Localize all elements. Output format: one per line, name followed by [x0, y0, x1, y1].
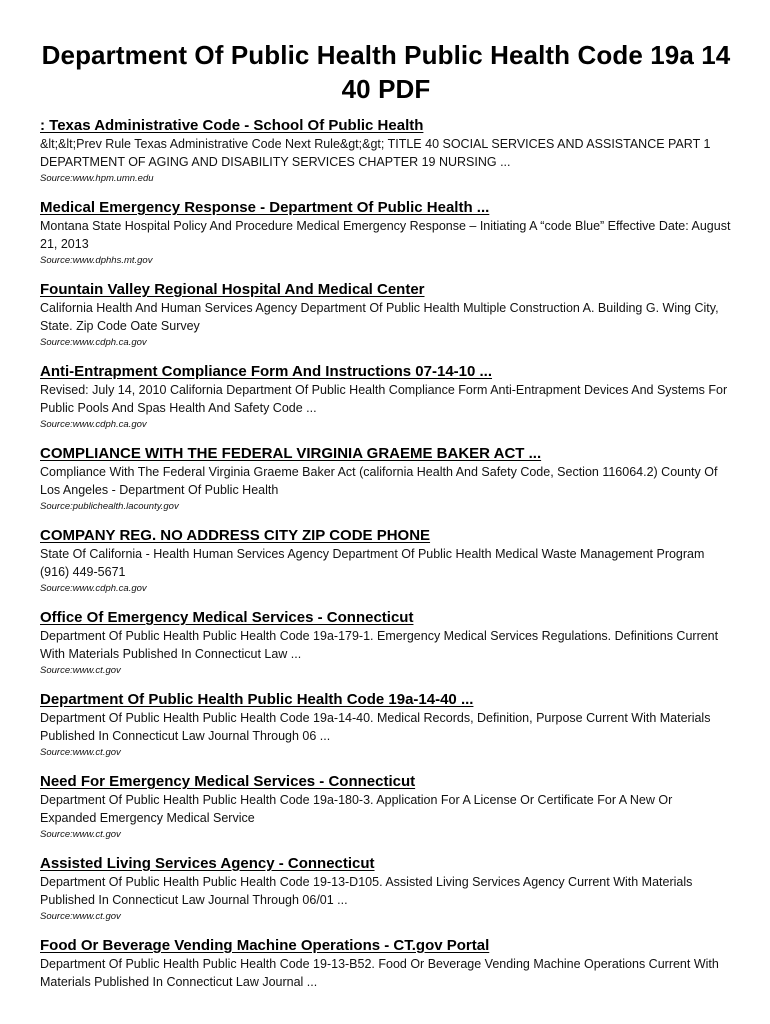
result-title-link[interactable]: Medical Emergency Response - Department Of Public Health ... [40, 199, 490, 216]
result-title-link[interactable]: Food Or Beverage Vending Machine Operations - CT.gov Portal [40, 937, 490, 954]
result-title-link[interactable]: COMPLIANCE WITH THE FEDERAL VIRGINIA GRAEME BAKER ACT ... [40, 445, 542, 462]
result-title-link[interactable]: Anti-Entrapment Compliance Form And Instructions 07-14-10 ... [40, 363, 493, 380]
result-title-link[interactable]: : Texas Administrative Code - School Of Public Health [40, 117, 424, 134]
result-source: Source:www.cdph.ca.gov [40, 337, 147, 348]
result-item [40, 445, 732, 513]
result-source: Source:www.cdph.ca.gov [40, 419, 147, 430]
result-snippet: California Health And Human Services Agency Department Of Public Health Multiple Construction A. Building G. Wing City, State. Zip Code Oate Survey [40, 301, 719, 333]
result-snippet: &lt;&lt;Prev Rule Texas Administrative Code Next Rule&gt;&gt; TITLE 40 SOCIAL SERVICES AND ASSISTANCE PART 1 DEPARTMENT OF AGING AND DISABILITY SERVICES CHAPTER 19 NURSING ... [40, 137, 711, 169]
page-title: Department Of Public Health Public Health Code 19a 14 40 PDF [41, 40, 731, 104]
result-title-link[interactable]: Assisted Living Services Agency - Connecticut [40, 855, 375, 872]
result-source: Source:www.ct.gov [40, 829, 121, 840]
result-item [40, 773, 732, 841]
result-source: Source:www.hpm.umn.edu [40, 173, 154, 184]
result-snippet: Department Of Public Health Public Health Code 19-13-D105. Assisted Living Services Agency Current With Materials Published In Connecticut Law Journal Through 06/01 ... [40, 875, 693, 907]
result-item [40, 199, 732, 267]
result-title-link[interactable]: Need For Emergency Medical Services - Connecticut [40, 773, 416, 790]
result-snippet: State Of California - Health Human Services Agency Department Of Public Health Medical Waste Management Program (916) 449-5671 [40, 547, 705, 579]
result-source: Source:www.dphhs.mt.gov [40, 255, 153, 266]
result-snippet: Department Of Public Health Public Health Code 19a-14-40. Medical Records, Definition, Purpose Current With Materials Published In Connecticut Law Journal Through 06 ... [40, 711, 711, 743]
result-source: Source:www.ct.gov [40, 665, 121, 676]
result-item [40, 855, 732, 923]
result-snippet: Compliance With The Federal Virginia Graeme Baker Act (california Health And Safety Code, Section 116064.2) County Of Los Angeles - Department Of Public Health [40, 465, 718, 497]
result-snippet: Montana State Hospital Policy And Procedure Medical Emergency Response – Initiating A “code Blue” Effective Date: August 21, 2013 [40, 219, 731, 251]
result-title-link[interactable]: Fountain Valley Regional Hospital And Medical Center [40, 281, 425, 298]
result-snippet: Department Of Public Health Public Health Code 19a-180-3. Application For A License Or Certificate For A New Or Expanded Emergency Medical Service [40, 793, 673, 825]
result-title-link[interactable]: Department Of Public Health Public Health Code 19a-14-40 ... [40, 691, 474, 708]
result-item [40, 117, 732, 185]
result-snippet: Department Of Public Health Public Health Code 19a-179-1. Emergency Medical Services Regulations. Definitions Current With Materials Published In Connecticut Law ... [40, 629, 719, 661]
result-source: Source:publichealth.lacounty.gov [40, 501, 179, 512]
result-snippet: Department Of Public Health Public Health Code 19-13-B52. Food Or Beverage Vending Machine Operations Current With Materials Published In Connecticut Law Journal ... [40, 957, 719, 989]
result-snippet: Revised: July 14, 2010 California Department Of Public Health Compliance Form Anti-Entrapment Devices And Systems For Public Pools And Spas Health And Safety Code ... [40, 383, 728, 415]
result-item [40, 937, 732, 991]
result-item [40, 609, 732, 677]
result-title-link[interactable]: COMPANY REG. NO ADDRESS CITY ZIP CODE PHONE [40, 527, 431, 544]
result-source: Source:www.cdph.ca.gov [40, 583, 147, 594]
result-item [40, 691, 732, 759]
result-item [40, 363, 732, 431]
result-item [40, 527, 732, 595]
result-title-link[interactable]: Office Of Emergency Medical Services - Connecticut [40, 609, 414, 626]
result-item [40, 281, 732, 349]
result-source: Source:www.ct.gov [40, 747, 121, 758]
result-source: Source:www.ct.gov [40, 911, 121, 922]
